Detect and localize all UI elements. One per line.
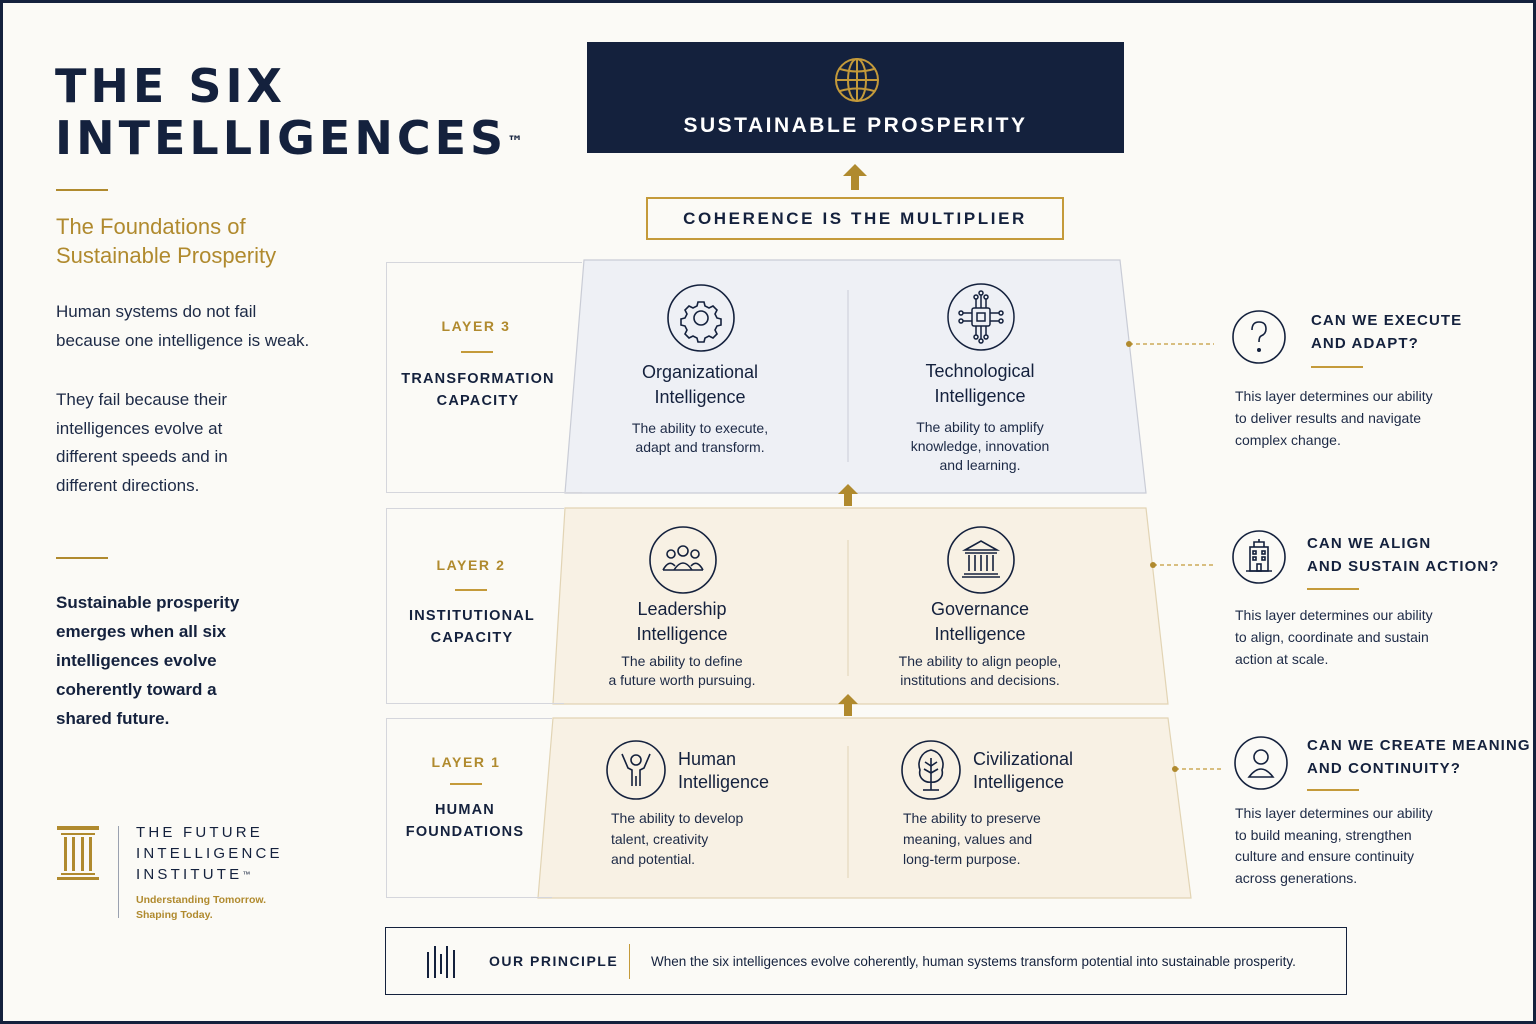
- emphasis-line: shared future.: [56, 709, 170, 728]
- institute-word: INSTITUTE: [136, 866, 243, 883]
- principle-box: [385, 927, 1347, 995]
- question-desc-line: This layer determines our ability: [1235, 388, 1433, 404]
- card-desc-line: institutions and decisions.: [900, 672, 1060, 688]
- question-desc-line: This layer determines our ability: [1235, 805, 1433, 821]
- question-title-line: AND CONTINUITY?: [1307, 760, 1461, 777]
- emphasis-line: Sustainable prosperity: [56, 593, 240, 612]
- principle-separator: [629, 944, 630, 979]
- card-desc-line: knowledge, innovation: [910, 438, 1050, 454]
- layer-rule: [450, 783, 482, 785]
- card-description: [600, 419, 800, 457]
- card-desc-line: The ability to amplify: [916, 419, 1044, 435]
- card-title: [973, 748, 1073, 794]
- card-title-line: Intelligence: [934, 624, 1026, 644]
- layer-name-line: INSTITUTIONAL: [409, 608, 535, 624]
- trademark-mark: ™: [507, 132, 524, 151]
- question-title: [1311, 309, 1462, 355]
- question-title-line: AND ADAPT?: [1311, 335, 1419, 352]
- principle-text: When the six intelligences evolve coherently, human systems transform potential into sustainable prosperity.: [651, 954, 1296, 969]
- card-desc-line: adapt and transform.: [635, 439, 765, 455]
- institute-name-line: INTELLIGENCE: [136, 845, 283, 862]
- layer-name: [387, 605, 557, 649]
- card-title-line: Intelligence: [934, 386, 1026, 406]
- question-title: [1307, 532, 1500, 578]
- intro-line: because one intelligence is weak.: [56, 330, 310, 350]
- card-desc-line: The ability to develop: [611, 810, 744, 826]
- card-title-line: Intelligence: [678, 772, 770, 792]
- layer-2-label-box: [386, 508, 564, 704]
- question-rule: [1307, 588, 1359, 590]
- person-raised-arms-icon: [606, 740, 666, 805]
- card-title: [678, 748, 769, 794]
- card-title-line: Governance: [930, 599, 1030, 619]
- card-title-line: Human: [678, 749, 737, 769]
- card-desc-line: and potential.: [611, 851, 696, 867]
- card-description: [903, 808, 1041, 870]
- arrow-up-icon: [838, 484, 858, 511]
- arrow-up-icon: [838, 694, 858, 721]
- emphasis-line: emerges when all six: [56, 622, 227, 641]
- tree-icon: [901, 740, 961, 805]
- layer-1-label-box: [386, 718, 552, 898]
- institution-icon: [947, 526, 1015, 599]
- question-description: [1235, 385, 1433, 451]
- subtitle-line-1: The Foundations of: [56, 214, 246, 239]
- layer-3-label-box: [386, 262, 582, 493]
- title-line-1: THE SIX: [55, 59, 287, 113]
- card-title: [880, 359, 1080, 409]
- card-title-line: Organizational: [641, 362, 759, 382]
- card-title-line: Intelligence: [654, 387, 746, 407]
- question-title-line: CAN WE CREATE MEANING: [1307, 737, 1531, 754]
- layer-name: [387, 368, 569, 412]
- intro-line: different directions.: [56, 475, 200, 495]
- intro-line: Human systems do not fail: [56, 302, 257, 321]
- layer-name: [387, 799, 543, 843]
- question-description: [1235, 604, 1433, 670]
- barcode-lines-icon: [426, 944, 456, 985]
- card-description: [880, 418, 1080, 475]
- question-desc-line: to align, coordinate and sustain: [1235, 629, 1429, 645]
- card-title-line: Civilizational: [973, 749, 1074, 769]
- question-desc-line: This layer determines our ability: [1235, 607, 1433, 623]
- card-desc-line: long-term purpose.: [903, 851, 1021, 867]
- card-desc-line: meaning, values and: [903, 830, 1033, 847]
- banner-title: SUSTAINABLE PROSPERITY: [683, 114, 1028, 137]
- card-desc-line: The ability to execute,: [631, 420, 769, 436]
- layer-tag: LAYER 3: [441, 318, 511, 334]
- question-rule: [1311, 366, 1363, 368]
- card-desc-line: and learning.: [939, 457, 1021, 473]
- question-rule: [1307, 789, 1359, 791]
- question-description: [1235, 803, 1433, 889]
- card-desc-line: The ability to define: [621, 653, 743, 669]
- card-desc-line: talent, creativity: [611, 830, 709, 847]
- question-desc-line: culture and ensure continuity: [1235, 848, 1414, 864]
- chip-icon: [947, 283, 1015, 356]
- gear-icon: [667, 284, 735, 357]
- question-desc-line: to build meaning, strengthen: [1235, 826, 1412, 843]
- card-title-line: Leadership: [637, 599, 727, 619]
- layer-tag: LAYER 1: [431, 754, 501, 770]
- card-title: [582, 597, 782, 647]
- emphasis-line: coherently toward a: [56, 680, 217, 699]
- question-desc-line: complex change.: [1235, 432, 1341, 448]
- tagline-line: Understanding Tomorrow.: [136, 894, 267, 906]
- layer-rule: [455, 589, 487, 591]
- layer-rule: [461, 351, 493, 353]
- question-icon: [1232, 310, 1286, 369]
- principle-label: OUR PRINCIPLE: [489, 953, 619, 969]
- coherence-multiplier-label: COHERENCE IS THE MULTIPLIER: [646, 197, 1064, 240]
- card-title-line: Intelligence: [636, 624, 728, 644]
- layer-name-line: TRANSFORMATION: [401, 371, 555, 387]
- tagline-line: Shaping Today.: [136, 909, 213, 921]
- question-title-line: AND SUSTAIN ACTION?: [1307, 558, 1500, 575]
- card-title-line: Intelligence: [973, 772, 1065, 792]
- layer-tag: LAYER 2: [436, 557, 506, 573]
- institute-name-line: THE FUTURE: [136, 824, 263, 841]
- layer-name-line: CAPACITY: [430, 630, 514, 646]
- building-icon: [1232, 530, 1286, 589]
- question-desc-line: to deliver results and navigate: [1235, 410, 1421, 426]
- card-description: [611, 808, 743, 870]
- intro-line: different speeds and in: [56, 447, 228, 466]
- card-title: [600, 360, 800, 410]
- layer-name-line: FOUNDATIONS: [405, 824, 525, 840]
- question-desc-line: across generations.: [1235, 869, 1358, 886]
- intro-line: intelligences evolve at: [56, 418, 223, 438]
- card-desc-line: The ability to preserve: [903, 810, 1041, 826]
- card-description: [865, 652, 1095, 690]
- card-title: [865, 597, 1095, 647]
- question-desc-line: action at scale.: [1235, 651, 1329, 667]
- layer-name-line: CAPACITY: [436, 393, 520, 409]
- card-title-line: Technological: [925, 361, 1035, 381]
- trademark-mark: ™: [242, 870, 254, 879]
- question-title-line: CAN WE ALIGN: [1307, 535, 1432, 552]
- question-title-line: CAN WE EXECUTE: [1311, 312, 1463, 329]
- title-word: INTELLIGENCES: [55, 111, 508, 165]
- card-desc-line: The ability to align people,: [898, 653, 1062, 669]
- subtitle-line-2: Sustainable Prosperity: [56, 243, 277, 268]
- group-icon: [649, 526, 717, 599]
- card-desc-line: a future worth pursuing.: [608, 672, 756, 688]
- question-title: [1307, 734, 1531, 780]
- emphasis-line: intelligences evolve: [56, 651, 217, 670]
- layer-name-line: HUMAN: [435, 802, 495, 818]
- intro-line: They fail because their: [56, 390, 228, 409]
- person-icon: [1234, 736, 1288, 795]
- card-description: [582, 652, 782, 690]
